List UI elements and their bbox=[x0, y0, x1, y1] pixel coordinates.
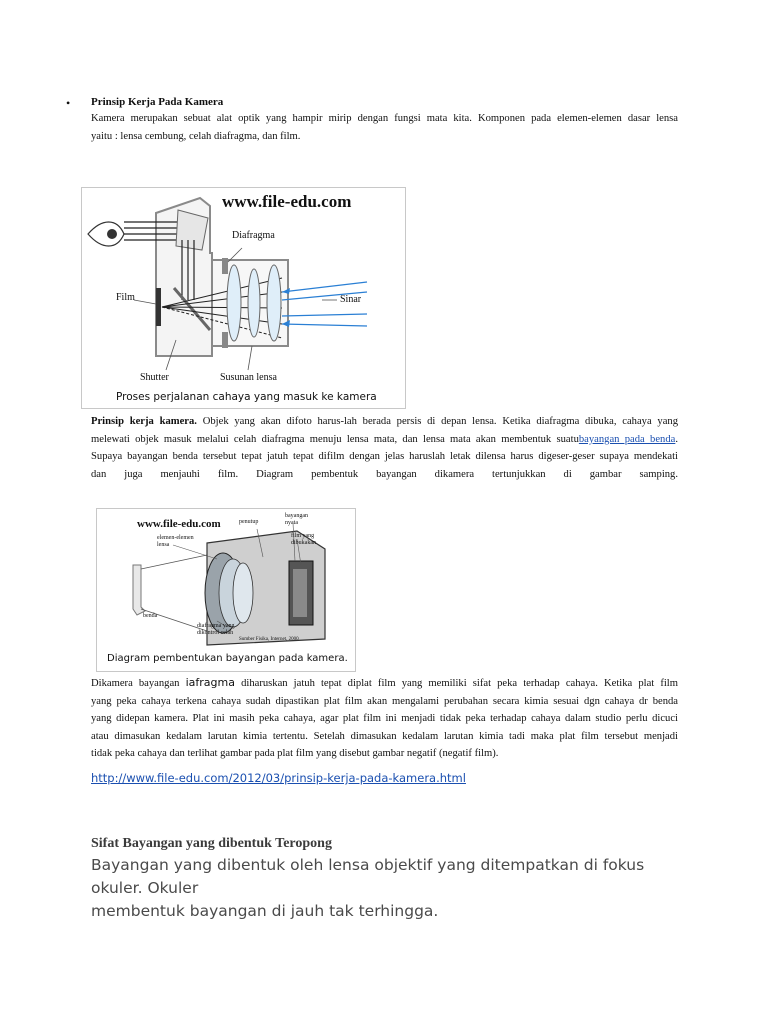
film-plane bbox=[156, 288, 161, 326]
camera-optics-figure bbox=[81, 187, 406, 409]
label-bayangan-nyata: bayangan nyata bbox=[285, 513, 308, 526]
principle-paragraph bbox=[91, 413, 678, 483]
section-heading: Prinsip Kerja Pada Kamera bbox=[91, 96, 224, 108]
film-paragraph bbox=[91, 674, 678, 763]
label-film: Film bbox=[116, 292, 135, 303]
film-line: yang peka cahaya terkena cahaya sudah dipastikan plat film akan mengalami perubahan secara kimia sesuai dgn cahaya dr benda bbox=[91, 695, 678, 707]
principle-line: dan juga menjauhi film. Diagram pembentuk bayangan dikamera tertunjukkan di gambar samping. bbox=[91, 468, 678, 480]
label-film-dibukakan: film yang dibukakan bbox=[291, 533, 316, 546]
film-text: Dikamera bayangan bbox=[91, 678, 186, 689]
label-diafragma-celah: diafragma yang dikontrol celah bbox=[197, 623, 235, 636]
lens-element bbox=[267, 265, 281, 341]
figure-caption: Proses perjalanan cahaya yang masuk ke kamera bbox=[116, 391, 377, 403]
film-line: yang didepan kamera. Plat ini masih peka cahaya, agar plat film ini menjadi tidak peka terhadap cahaya dalam studio perlu dicuci bbox=[91, 713, 678, 725]
figure2-caption: Diagram pembentukan bayangan pada kamera. bbox=[107, 653, 348, 664]
intro-line: Kamera merupakan sebuat alat optik yang hampir mirip dengan fungsi mata kita. Komponen pada elemen-elemen dasar lensa bbox=[91, 113, 678, 124]
label-susunan-lensa: Susunan lensa bbox=[220, 372, 277, 383]
intro-line: yaitu : lensa cembung, celah diafragma, dan film. bbox=[91, 130, 301, 142]
label-diafragma: Diafragma bbox=[232, 230, 275, 241]
figure2-watermark: www.file-edu.com bbox=[137, 518, 221, 530]
film-line: atau dimasukan kedalam larutan kimia tertentu. Setelah dimasukan kedalam larutan kimia tadi maka plat film tersebut menjadi bbox=[91, 730, 678, 742]
section2-line: Bayangan yang dibentuk oleh lensa objektif yang ditempatkan di fokus okuler. Okuler bbox=[91, 856, 645, 897]
lens-element bbox=[227, 265, 241, 341]
section2-line: membentuk bayangan di jauh tak terhingga. bbox=[91, 902, 439, 920]
label-penutup: penutup bbox=[239, 519, 259, 525]
principle-bold-lead: Prinsip kerja kamera. bbox=[91, 416, 197, 427]
film-text: diharuskan jatuh tepat diplat film yang memiliki sifat peka terhadap cahaya. Ketika plat film bbox=[234, 678, 678, 689]
film-word-iafragma: iafragma bbox=[185, 676, 235, 689]
bayangan-link[interactable]: bayangan pada benda bbox=[578, 433, 676, 445]
label-sinar: Sinar bbox=[340, 294, 362, 305]
label-shutter: Shutter bbox=[140, 372, 169, 383]
label-benda: benda bbox=[143, 613, 158, 619]
label-sumber: Sumber Fisika, Internet, 2000 bbox=[239, 637, 299, 642]
principle-line bbox=[91, 431, 678, 449]
lens-element bbox=[248, 269, 260, 337]
principle-text: . bbox=[675, 433, 678, 445]
film-line bbox=[91, 674, 678, 693]
principle-text: Objek yang akan difoto harus-lah berada persis di depan lensa. Ketika diafragma dibuka, cahaya yang bbox=[196, 416, 678, 427]
film-line: tidak peka cahaya dan terlihat gambar pada plat film yang disebut gambar negatif (negatif film). bbox=[91, 748, 499, 760]
figure-watermark: www.file-edu.com bbox=[222, 192, 352, 211]
intro-paragraph bbox=[91, 110, 678, 145]
bullet-icon: • bbox=[66, 96, 71, 110]
section2-body bbox=[91, 854, 691, 923]
principle-text: melewati objek masuk melalui celah diafragma menuju lensa mata, dan lensa mata akan membentuk suatu bbox=[91, 433, 579, 445]
principle-line bbox=[91, 413, 678, 431]
section2-title: Sifat Bayangan yang dibentuk Teropong bbox=[91, 836, 332, 851]
source-url-link[interactable]: http://www.file-edu.com/2012/03/prinsip-kerja-pada-kamera.html bbox=[91, 771, 466, 785]
label-elemen-lensa: elemen-elemen lensa bbox=[157, 535, 194, 548]
camera-image-figure bbox=[96, 508, 356, 672]
principle-line: Supaya bayangan benda tersebut tepat jatuh tepat difilm dengan jelas haruslah letak dilensa harus digeser-geser supaya mendekati bbox=[91, 451, 678, 463]
